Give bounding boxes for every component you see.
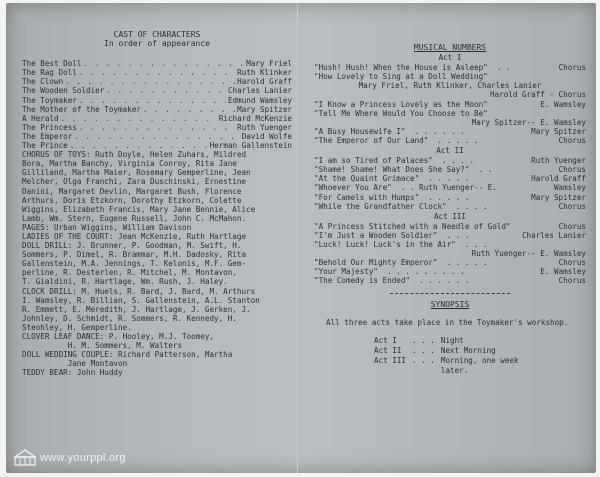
song-spacer xyxy=(469,231,522,240)
synopsis-act: Act III xyxy=(374,355,407,365)
song-row xyxy=(314,240,586,249)
song-row xyxy=(314,183,586,192)
synopsis-row xyxy=(374,346,525,356)
cast-row xyxy=(22,132,292,141)
ensemble-line: T. Gialdini, R. Hartlage, Wm. Rush, J. Haley. xyxy=(22,277,228,287)
actor-name: Richard McKenzie xyxy=(218,113,292,123)
song-title: "For Camels with Humps" . . . . . xyxy=(314,192,470,202)
song-spacer xyxy=(465,267,540,276)
role-name: The Best Doll xyxy=(22,59,82,69)
song-spacer xyxy=(469,174,531,183)
song-title: "Shame! Shame! What Does She Say?" . . xyxy=(314,165,493,175)
song-spacer xyxy=(474,156,531,165)
song-performer: Charles Lanier xyxy=(521,230,586,240)
song-row xyxy=(314,127,586,136)
song-title: "The Comedy is Ended" . . . . . . xyxy=(314,276,470,286)
song-row xyxy=(314,165,586,174)
song-spacer xyxy=(492,165,558,174)
synopsis-row xyxy=(374,356,525,376)
leader-dots xyxy=(79,68,235,77)
song-performer: Wamsley xyxy=(553,183,586,193)
ensemble-line: Melcher, Olga Franchi, Zara Duschinski, Ernestine xyxy=(22,177,247,187)
song-credit: Mary Spitzer-- E. Wamsley xyxy=(471,117,586,127)
song-performer: Chorus xyxy=(558,276,586,286)
song-row xyxy=(314,193,586,202)
song-title: "A Busy Housewife I" . . . . . . xyxy=(314,126,465,136)
actor-name: Ruth Yuenger xyxy=(237,122,292,132)
synopsis-row xyxy=(374,336,525,346)
song-row xyxy=(314,63,586,72)
cast-row xyxy=(22,77,292,86)
ensemble-line: TEDDY BEAR: John Huddy xyxy=(22,368,123,378)
ensemble-line: Lamb, Wm. Stern, Eugene Russell, John C. McMahon. xyxy=(22,213,247,223)
synopsis-table xyxy=(374,336,525,376)
ensemble-line: R. Emmett, E. Meredith, J. Hartlage, J. Gerken, J. xyxy=(22,304,251,314)
actor-name: Harold Graff xyxy=(237,77,292,87)
song-title: "How Lovely to Sing at a Doll Wedding" xyxy=(314,72,488,82)
leader-dots xyxy=(70,141,208,150)
song-spacer xyxy=(488,72,586,81)
song-performer: E. Wamsley xyxy=(540,99,586,109)
song-title: "Luck! Luck! Luck's in the Air" . . . xyxy=(314,239,488,249)
actor-name: David Wolfe xyxy=(241,131,292,141)
song-row xyxy=(314,174,586,183)
synopsis-dots: . . . xyxy=(412,345,435,355)
song-spacer xyxy=(488,240,586,249)
role-name: The Prince xyxy=(22,141,68,151)
song-spacer xyxy=(497,183,554,192)
cast-title: CAST OF CHARACTERS xyxy=(113,30,201,39)
song-row xyxy=(314,100,586,109)
leader-dots xyxy=(79,96,226,105)
cast-row xyxy=(22,59,292,68)
synopsis-time: Night xyxy=(440,335,464,345)
song-title: "Hush! Hush! When the House is Asleep" . . xyxy=(314,63,511,73)
song-credit: Mary Friel, Ruth Klinker, Charles Lanier xyxy=(358,81,542,91)
song-title: "Tell Me Where Would You Choose to Be" xyxy=(314,108,488,118)
ensemble-line: Gilliland, Martha Maier, Rosemary Gemperline, Jean xyxy=(22,168,251,178)
song-title: "Whoever You Are" . . Ruth Yuenger-- E. xyxy=(314,183,497,193)
page-fold xyxy=(296,3,299,473)
leader-dots xyxy=(143,105,235,114)
leader-dots xyxy=(79,123,235,132)
song-performer: Mary Spitzer xyxy=(531,126,586,136)
ensemble-list xyxy=(22,150,292,377)
ensemble-line: Arthurs, Doris Etzkorn, Dorothy Etzkorn, Colette xyxy=(22,195,242,205)
role-list xyxy=(22,59,292,150)
ensemble-line: CHORUS OF TOYS: Ruth Doyle, Helen Zuhars, Mildred xyxy=(22,150,247,160)
cast-row xyxy=(22,96,292,105)
role-name: The Wooden Soldier xyxy=(22,86,105,96)
ensemble-line: Bora, Martha Banchy, Virginia Conroy, Rita Jane xyxy=(22,159,237,169)
role-name: The Clown xyxy=(22,77,64,87)
actor-name: Mary Friel xyxy=(246,59,292,69)
song-performer: Ruth Yuenger xyxy=(531,156,586,166)
song-title: "While the Grandfather Clock" . . . . xyxy=(314,201,488,211)
role-name: The Emperor xyxy=(22,131,73,141)
synopsis-act: Act I xyxy=(374,335,397,345)
actor-name: Herman Gallenstein xyxy=(209,141,292,151)
ensemble-line: LADIES OF THE COURT: Jean McKenzie, Ruth Hartlage xyxy=(22,231,247,241)
ensemble-line: Gallenstein, M.A. Jennings, T. Kelonis, M.F. Gem- xyxy=(22,259,247,269)
cast-row xyxy=(22,123,292,132)
ensemble-line: PAGES: Urban Wiggins, William Davison xyxy=(22,222,192,232)
ensemble-line: CLOCK DRILL: M. Huels, R. Bard, J. Bard, M. Arthurs xyxy=(22,286,256,296)
act-label: Act III xyxy=(433,211,466,221)
song-row xyxy=(314,267,586,276)
leader-dots xyxy=(65,77,235,86)
song-spacer xyxy=(469,193,531,202)
song-spacer xyxy=(469,276,558,285)
cast-row xyxy=(22,141,292,150)
song-title: "At the Quaint Grimace" . . . . . xyxy=(314,174,470,184)
song-performer: Chorus xyxy=(558,135,586,145)
song-row xyxy=(314,276,586,285)
watermark-logo-icon xyxy=(14,448,36,466)
cast-page xyxy=(22,30,292,377)
actor-name: Charles Lanier xyxy=(227,86,292,96)
song-spacer xyxy=(511,222,559,231)
song-spacer xyxy=(488,109,586,118)
ensemble-line: Wiggins, Elizabeth Francis, Mary Jane Bennie, Alice xyxy=(22,204,256,214)
ensemble-line: Steohley, H. Gemperline. xyxy=(22,322,132,332)
watermark-url: www.yourppl.org xyxy=(40,452,126,464)
song-spacer xyxy=(488,100,541,109)
song-row xyxy=(314,72,586,81)
song-title: "I am so Tired of Palaces" . . . . xyxy=(314,156,475,166)
song-performer: Chorus xyxy=(558,63,586,73)
song-credit: Ruth Yuenger-- E. Wamsley xyxy=(471,249,586,259)
song-performer: E. Wamsley xyxy=(540,267,586,277)
song-title: "I Know a Princess Lovely as the Moon" xyxy=(314,99,488,109)
synopsis-time: Morning, one week later. xyxy=(440,355,519,375)
song-row xyxy=(314,136,586,145)
leader-dots xyxy=(61,114,217,123)
ensemble-line: CLOVER LEAF DANCE: P. Hooley, M.J. Toomey, xyxy=(22,332,215,341)
cast-row xyxy=(22,105,292,114)
ensemble-line: DOLL DRILL: J. Brunner, P. Goodman, M. Swift, H. xyxy=(22,241,242,251)
song-performer: Harold Graff xyxy=(531,174,586,184)
song-spacer xyxy=(479,136,559,145)
song-performer: Mary Spitzer xyxy=(531,192,586,202)
song-credit: Harold Graff - Chorus xyxy=(489,90,586,100)
song-row xyxy=(314,231,586,240)
role-name: The Rag Doll xyxy=(22,68,77,78)
song-row xyxy=(314,156,586,165)
song-spacer xyxy=(511,63,559,72)
song-spacer xyxy=(488,202,559,211)
song-row xyxy=(314,202,586,211)
musical-numbers-title: MUSICAL NUMBERS xyxy=(413,43,487,52)
synopsis-title: SYNOPSIS xyxy=(430,300,470,310)
song-row xyxy=(314,109,586,118)
synopsis-text: All three acts take place in the Toymaker's workshop. xyxy=(326,317,569,327)
synopsis-time: Next Morning xyxy=(440,345,496,355)
song-title: "Behold Our Mighty Emperor" . . . . . xyxy=(314,258,488,268)
ensemble-line: Jane Montavon xyxy=(22,359,128,369)
song-title: "Your Majesty" . . . . . . . . . xyxy=(314,267,465,277)
leader-dots xyxy=(74,132,239,141)
leader-dots xyxy=(83,59,244,68)
song-performer: Chorus xyxy=(558,221,586,231)
section-divider xyxy=(390,293,510,294)
cast-subtitle: In order of appearance xyxy=(104,39,210,49)
song-title: "I'm Just a Wooden Soldier" . . . xyxy=(314,230,470,240)
ensemble-line: I. Wamsley, R. Billian, S. Gallenstein, A.L. Stanton xyxy=(22,295,260,305)
ensemble-line: Sommers, P. Dimel, R. Brammar, M.H. Dadosky, Rita xyxy=(22,250,247,260)
song-performer: Chorus xyxy=(558,201,586,211)
cast-row xyxy=(22,68,292,77)
song-spacer xyxy=(488,258,559,267)
song-row xyxy=(314,222,586,231)
cast-row xyxy=(22,86,292,95)
ensemble-line: H. M. Sommers, M. Walters xyxy=(22,341,183,351)
song-performer: Chorus xyxy=(558,165,586,175)
ensemble-line: Johnley, D. Schmidt, R. Sommers, R. Kennedy, H. xyxy=(22,313,237,323)
act-label: Act II xyxy=(436,146,464,156)
ensemble-line: Danini, Margaret Devlin, Margaret Bush, Florence xyxy=(22,186,242,196)
song-spacer xyxy=(465,127,531,136)
ensemble-line: perline, R. Desterlen, R. Mitchel, M. Montavon, xyxy=(22,268,237,278)
actor-name: Ruth Klinker xyxy=(237,68,292,78)
role-name: The Princess xyxy=(22,122,77,132)
song-title: "A Princess Stitched with a Needle of Gold" xyxy=(314,221,511,231)
music-page xyxy=(314,30,586,376)
acts-list xyxy=(314,53,586,285)
cast-row xyxy=(22,114,292,123)
song-row xyxy=(314,258,586,267)
role-name: A Herald xyxy=(22,113,59,123)
song-title: "The Emperor of Our Land" . . . . . xyxy=(314,135,479,145)
actor-name: Edmund Wamsley xyxy=(227,95,292,105)
role-name: The Mother of the Toymaker xyxy=(22,104,141,114)
leader-dots xyxy=(106,86,226,95)
song-performer: Chorus xyxy=(558,258,586,268)
ensemble-line: DOLL WEDDING COUPLE: Richard Patterson, Martha xyxy=(22,350,233,360)
synopsis-act: Act II xyxy=(374,345,402,355)
act-label: Act I xyxy=(438,53,462,63)
synopsis-dots: . . . xyxy=(412,335,435,345)
role-name: The Toymaker xyxy=(22,95,77,105)
synopsis-dots: . . . xyxy=(412,355,435,365)
actor-name: Mary Spitzer xyxy=(237,104,292,114)
